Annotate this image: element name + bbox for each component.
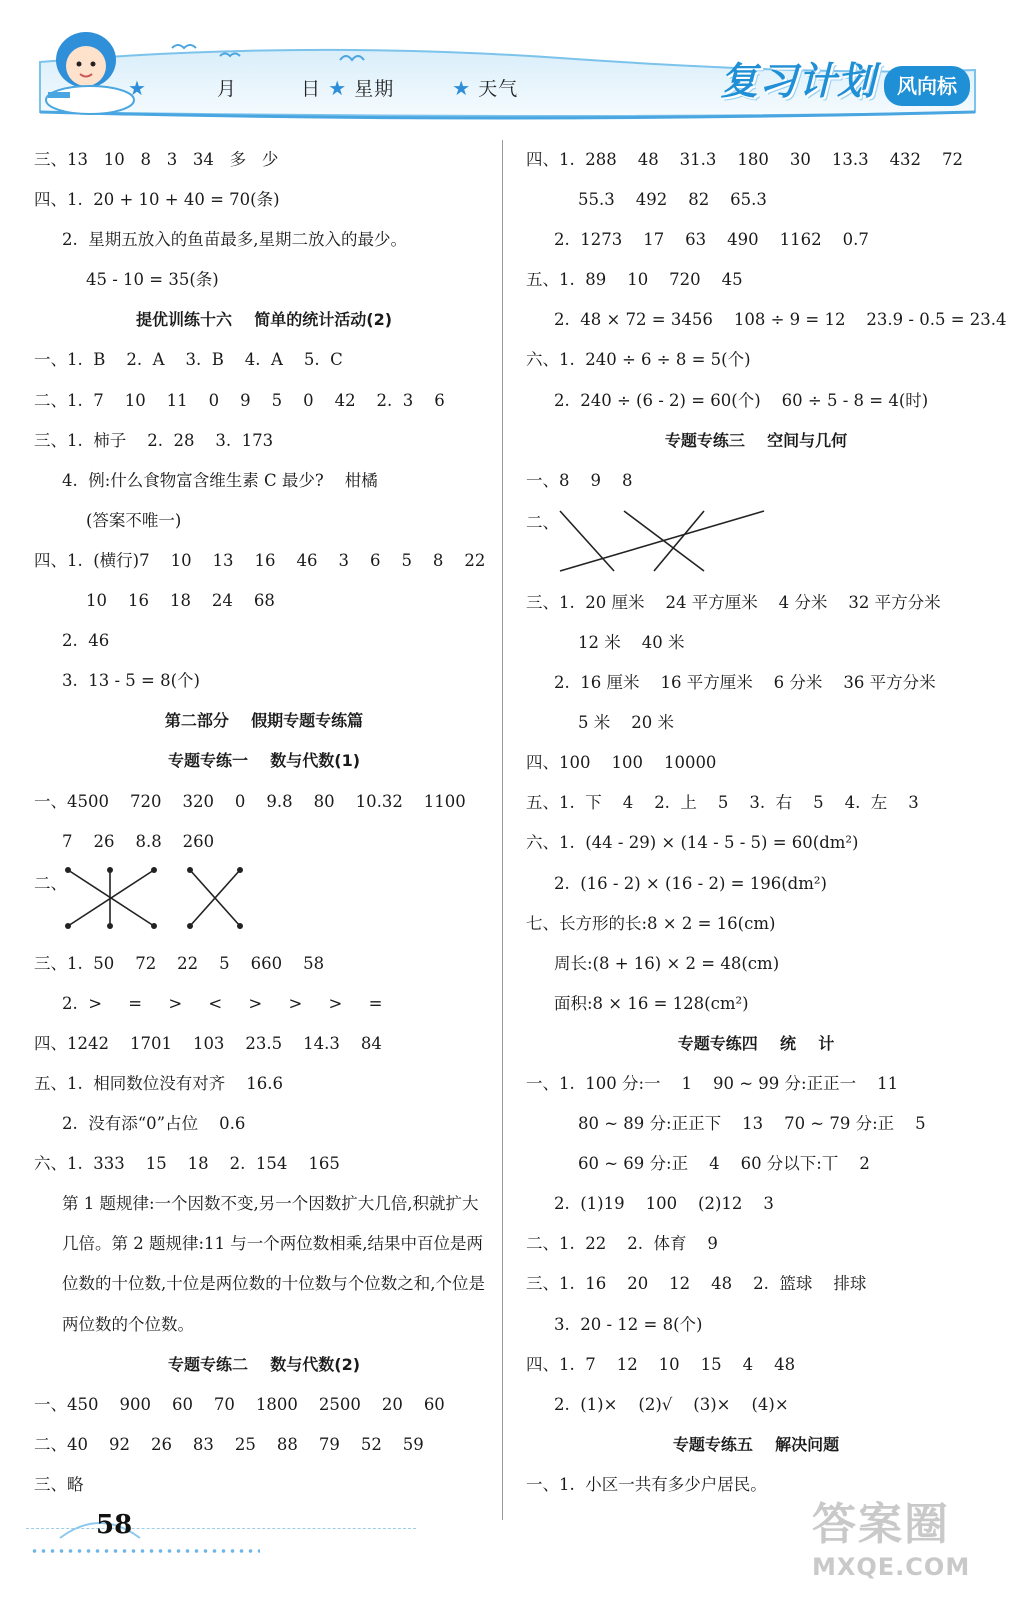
- answer-line: 面积:8 × 16 = 128(cm²): [554, 993, 749, 1013]
- answer-line: 四、1242 1701 103 23.5 14.3 84: [34, 1033, 382, 1053]
- month-label: 月: [217, 78, 238, 100]
- answer-line: 一、1. B 2. A 3. B 4. A 5. C: [34, 350, 343, 370]
- answer-line: 4. 例:什么食物富含维生素 C 最少? 柑橘: [62, 470, 378, 490]
- answer-line: 四、1. 20 + 10 + 40 = 70(条): [34, 190, 280, 210]
- answer-line: 三、1. 16 20 12 48 2. 篮球 排球: [526, 1274, 867, 1294]
- footer-dots: [30, 1548, 260, 1554]
- match-line: [560, 511, 614, 571]
- answer-line: 三、13 10 8 3 34 多 少: [34, 150, 279, 169]
- answer-line: 五、1. 相同数位没有对齐 16.6: [34, 1073, 283, 1093]
- match-dot: [65, 867, 71, 873]
- answer-line: 四、1. (横行)7 10 13 16 46 3 6 5 8 22: [34, 550, 486, 570]
- header-date-row: [128, 74, 518, 101]
- right-column: [526, 140, 1007, 1505]
- question-label: 二、: [526, 512, 559, 532]
- section-title: 第二部分 假期专题专练篇: [164, 711, 364, 731]
- answer-line: 2. (1)× (2)√ (3)× (4)×: [554, 1394, 789, 1414]
- answer-line: 五、1. 下 4 2. 上 5 3. 右 5 4. 左 3: [526, 793, 919, 813]
- answer-line: 二、40 92 26 83 25 88 79 52 59: [34, 1434, 424, 1454]
- answer-line: 2. 46: [62, 631, 110, 651]
- answer-line: 一、450 900 60 70 1800 2500 20 60: [34, 1394, 445, 1414]
- column-divider: [502, 140, 503, 1520]
- question-label: 二、: [34, 873, 67, 893]
- section-title: 专题专练一 数与代数(1): [167, 751, 361, 771]
- match-dot: [151, 867, 157, 873]
- answer-line: 三、1. 20 厘米 24 平方厘米 4 分米 32 平方分米: [526, 592, 941, 612]
- watermark-top: 答案圈: [812, 1499, 950, 1550]
- matching-lines-diagram: [554, 501, 854, 583]
- airplane-icon: [46, 86, 134, 114]
- answer-line: 60 ~ 69 分:正 4 60 分以下:丅 2: [578, 1154, 870, 1174]
- matching-lines-diagram: [60, 862, 320, 944]
- answer-line: 2. 星期五放入的鱼苗最多,星期二放入的最少。: [62, 230, 407, 250]
- weekday-label: 星期: [354, 78, 395, 100]
- watermark-bottom: MXQE.COM: [812, 1553, 971, 1581]
- answer-line: 7 26 8.8 260: [62, 831, 215, 851]
- footer-dash-line: [26, 1528, 416, 1529]
- match-dot: [237, 923, 243, 929]
- match-dot: [107, 923, 113, 929]
- star-icon: ★: [328, 76, 348, 100]
- match-dot: [107, 867, 113, 873]
- matching-question: [34, 862, 494, 944]
- answer-line: 一、4500 720 320 0 9.8 80 10.32 1100: [34, 791, 466, 811]
- answer-line: 六、1. 240 ÷ 6 ÷ 8 = 5(个): [526, 350, 751, 370]
- answer-line: 四、1. 7 12 10 15 4 48: [526, 1354, 796, 1374]
- match-dot: [187, 867, 193, 873]
- answer-line: 2. (16 - 2) × (16 - 2) = 196(dm²): [554, 873, 827, 893]
- answer-line: 一、1. 100 分:一 1 90 ~ 99 分:正正一 11: [526, 1073, 899, 1093]
- answer-line: 5 米 20 米: [578, 713, 674, 733]
- page-header: [0, 0, 1012, 130]
- answer-line: 四、100 100 10000: [526, 753, 717, 773]
- answer-line: 3. 20 - 12 = 8(个): [554, 1314, 703, 1334]
- section-title: 专题专练四 统 计: [677, 1033, 835, 1053]
- answer-line: (答案不唯一): [86, 510, 182, 530]
- answer-line: 六、1. 333 15 18 2. 154 165: [34, 1154, 340, 1174]
- answer-line: 一、1. 小区一共有多少户居民。: [526, 1474, 767, 1494]
- left-column: [34, 140, 494, 1505]
- answer-line: 七、长方形的长:8 × 2 = 16(cm): [526, 913, 776, 933]
- answer-paragraph: 第 1 题规律:一个因数不变,另一个因数扩大几倍,积就扩大几倍。第 2 题规律:11 与一个两位数相乘,结果中百位是两位数的十位数,十位是两位数的十位数与个位数之和,个位是两位数的个位数。: [62, 1194, 485, 1334]
- brand-title: 复习计划: [720, 59, 877, 103]
- answer-line: 2. (1)19 100 (2)12 3: [554, 1194, 774, 1214]
- section-title: 专题专练二 数与代数(2): [167, 1354, 361, 1374]
- answer-line: 一、8 9 8: [526, 470, 633, 490]
- watermark-logo: [812, 1498, 982, 1594]
- brand-tag: 风向标: [884, 66, 970, 106]
- match-dot: [65, 923, 71, 929]
- answer-line: 3. 13 - 5 = 8(个): [62, 671, 200, 691]
- answer-line: 2. 1273 17 63 490 1162 0.7: [554, 230, 869, 250]
- answer-line: 10 16 18 24 68: [86, 591, 275, 611]
- answer-line: 三、1. 50 72 22 5 660 58: [34, 953, 325, 973]
- answer-line: 2. 240 ÷ (6 - 2) = 60(个) 60 ÷ 5 - 8 = 4(时): [554, 390, 929, 410]
- matching-question: [526, 501, 986, 583]
- page-number: 58: [96, 1510, 133, 1540]
- answer-line: 四、1. 288 48 31.3 180 30 13.3 432 72: [526, 150, 964, 169]
- answer-line: 45 - 10 = 35(条): [86, 270, 219, 290]
- match-dot: [187, 923, 193, 929]
- answer-line: 周长:(8 + 16) × 2 = 48(cm): [554, 953, 780, 973]
- star-icon: ★: [128, 76, 147, 100]
- match-dot: [151, 923, 157, 929]
- section-title: 专题专练三 空间与几何: [664, 430, 848, 450]
- answer-line: 二、1. 22 2. 体育 9: [526, 1234, 718, 1254]
- match-dot: [237, 867, 243, 873]
- answer-line: 三、1. 柿子 2. 28 3. 173: [34, 430, 274, 450]
- answer-line: 12 米 40 米: [578, 632, 685, 652]
- answer-line: 五、1. 89 10 720 45: [526, 270, 743, 290]
- section-title: 专题专练五 解决问题: [672, 1434, 840, 1454]
- star-icon: ★: [452, 76, 472, 100]
- match-line: [624, 511, 704, 571]
- answer-line: 2. 48 × 72 = 3456 108 ÷ 9 = 12 23.9 - 0.5 = 23.4: [554, 310, 1007, 330]
- section-title: 提优训练十六 简单的统计活动(2): [135, 310, 393, 330]
- day-label: 日: [301, 78, 322, 100]
- answer-line: 六、1. (44 - 29) × (14 - 5 - 5) = 60(dm²): [526, 833, 859, 853]
- answer-line: 80 ~ 89 分:正正下 13 70 ~ 79 分:正 5: [578, 1114, 926, 1134]
- answer-line: 2. > = > < > > > =: [62, 993, 383, 1013]
- answer-line: 三、略: [34, 1474, 84, 1494]
- weather-label: 天气: [478, 78, 519, 100]
- answer-line: 2. 没有添“0”占位 0.6: [62, 1114, 246, 1134]
- answer-line: 二、1. 7 10 11 0 9 5 0 42 2. 3 6: [34, 390, 445, 410]
- answer-line: 2. 16 厘米 16 平方厘米 6 分米 36 平方分米: [554, 673, 936, 693]
- answer-line: 55.3 492 82 65.3: [578, 190, 767, 210]
